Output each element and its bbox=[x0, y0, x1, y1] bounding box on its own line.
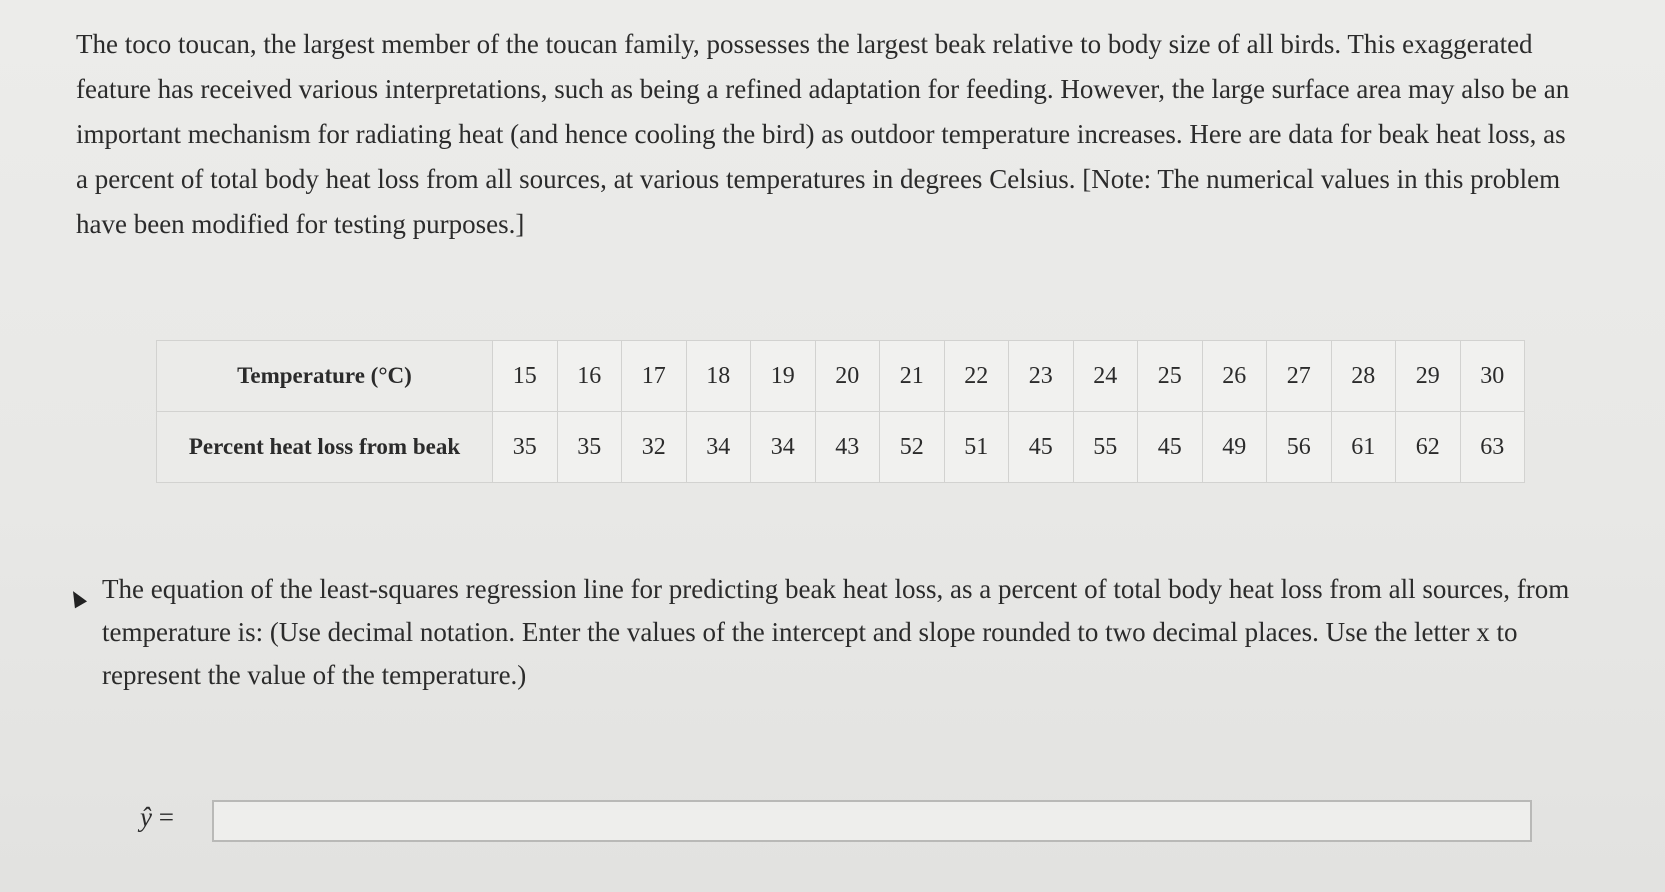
heat-loss-cell: 43 bbox=[815, 412, 880, 483]
heat-loss-cell: 55 bbox=[1073, 412, 1138, 483]
temperature-cell: 20 bbox=[815, 341, 880, 412]
heat-loss-cell: 34 bbox=[751, 412, 816, 483]
temperature-cell: 23 bbox=[1009, 341, 1074, 412]
heat-loss-cell: 32 bbox=[622, 412, 687, 483]
temperature-cell: 21 bbox=[880, 341, 945, 412]
temperature-cell: 18 bbox=[686, 341, 751, 412]
equals-sign: = bbox=[158, 802, 174, 832]
temperature-cell: 26 bbox=[1202, 341, 1267, 412]
heat-loss-cell: 34 bbox=[686, 412, 751, 483]
data-table bbox=[156, 340, 1525, 483]
temperature-cell: 15 bbox=[493, 341, 558, 412]
heat-loss-cell: 49 bbox=[1202, 412, 1267, 483]
temperature-cell: 16 bbox=[557, 341, 622, 412]
temperature-cell: 29 bbox=[1396, 341, 1461, 412]
heat-loss-cell: 62 bbox=[1396, 412, 1461, 483]
temperature-cell: 19 bbox=[751, 341, 816, 412]
heat-loss-cell: 51 bbox=[944, 412, 1009, 483]
mouse-cursor-icon bbox=[67, 588, 87, 609]
heat-loss-cell: 56 bbox=[1267, 412, 1332, 483]
heat-loss-cell: 45 bbox=[1138, 412, 1203, 483]
temperature-cell: 25 bbox=[1138, 341, 1203, 412]
temperature-cell: 22 bbox=[944, 341, 1009, 412]
y-hat-symbol: ŷ bbox=[140, 802, 152, 832]
temperature-row-header: Temperature (°C) bbox=[157, 341, 493, 412]
question-paragraph: The equation of the least-squares regression line for predicting beak heat loss, as a percent of total body heat loss from all sources, from temperature is: (Use decimal notation. Enter the values of the intercept and slope rounded to two decimal places. Use the letter x to represent the value of the temperature.) bbox=[102, 574, 1570, 690]
heat-loss-cell: 63 bbox=[1460, 412, 1525, 483]
temperature-cell: 24 bbox=[1073, 341, 1138, 412]
heat-loss-cell: 35 bbox=[557, 412, 622, 483]
heat-loss-row bbox=[157, 412, 1525, 483]
temperature-cell: 27 bbox=[1267, 341, 1332, 412]
heat-loss-row-header: Percent heat loss from beak bbox=[157, 412, 493, 483]
heat-loss-cell: 52 bbox=[880, 412, 945, 483]
heat-loss-cell: 35 bbox=[493, 412, 558, 483]
regression-equation-input[interactable] bbox=[212, 800, 1532, 842]
heat-loss-cell: 45 bbox=[1009, 412, 1074, 483]
temperature-cell: 30 bbox=[1460, 341, 1525, 412]
intro-paragraph: The toco toucan, the largest member of the toucan family, possesses the largest beak relative to body size of all birds. This exaggerated feature has received various interpretations, such as being a refined adaptation for feeding. However, the large surface area may also be an important mechanism for radiating heat (and hence cooling the bird) as outdoor temperature increases. Here are data for beak heat loss, as a percent of total body heat loss from all sources, at various temperatures in degrees Celsius. [Note: The numerical values in this problem have been modified for testing purposes.] bbox=[76, 29, 1570, 239]
temperature-row bbox=[157, 341, 1525, 412]
y-hat-label bbox=[140, 802, 174, 833]
heat-loss-cell: 61 bbox=[1331, 412, 1396, 483]
temperature-cell: 28 bbox=[1331, 341, 1396, 412]
temperature-cell: 17 bbox=[622, 341, 687, 412]
